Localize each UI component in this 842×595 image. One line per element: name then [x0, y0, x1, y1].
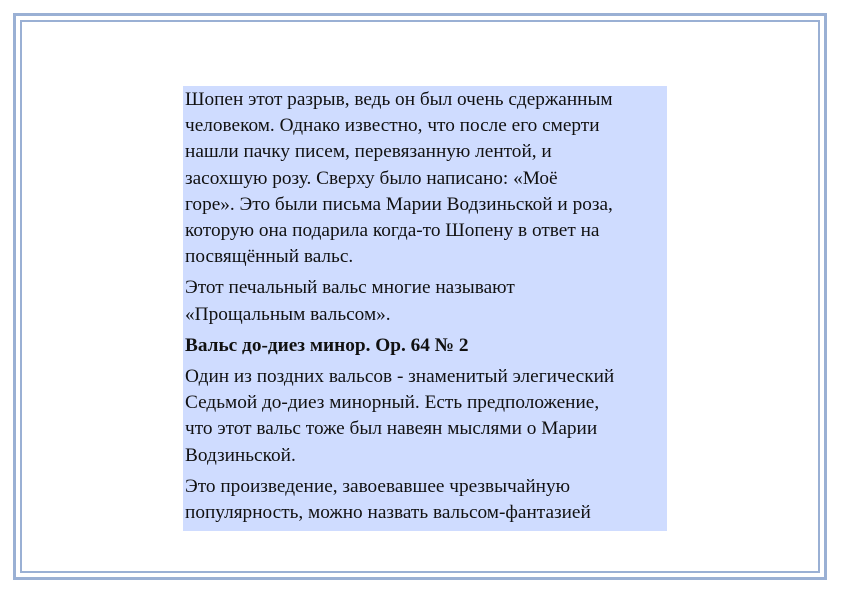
paragraph-late-waltz	[185, 364, 666, 469]
text-line: «Прощальным вальсом».	[185, 303, 391, 325]
paragraph-popularity	[185, 474, 666, 526]
text-line: Один из поздних вальсов - знаменитый элегический	[185, 366, 615, 388]
paragraph-farewell-waltz	[185, 275, 666, 327]
text-line: нашли пачку писем, перевязанную лентой, и	[185, 141, 552, 163]
waltz-heading	[185, 333, 666, 359]
text-line: посвящённый вальс.	[185, 246, 354, 268]
slide-text-box	[183, 86, 667, 531]
text-line: Этот печальный вальс многие называют	[185, 277, 515, 299]
text-line: популярность, можно назвать вальсом-фантазией	[185, 502, 591, 524]
text-line: которую она подарила когда-то Шопену в ответ на	[185, 220, 600, 242]
text-line: что этот вальс тоже был навеян мыслями о Марии	[185, 418, 598, 440]
text-line: Седьмой до-диез минорный. Есть предположение,	[185, 392, 600, 414]
text-line: Водзиньской.	[185, 444, 296, 466]
text-line: горе». Это были письма Марии Водзиньской и роза,	[185, 193, 613, 215]
text-line: Это произведение, завоевавшее чрезвычайную	[185, 475, 571, 497]
text-line: человеком. Однако известно, что после его смерти	[185, 115, 600, 137]
paragraph-letters-story	[185, 87, 666, 270]
text-line: Шопен этот разрыв, ведь он был очень сдержанным	[185, 89, 613, 110]
heading-line: Вальс до-диез минор. Ор. 64 № 2	[185, 334, 469, 356]
text-line: засохшую розу. Сверху было написано: «Моё	[185, 167, 558, 189]
